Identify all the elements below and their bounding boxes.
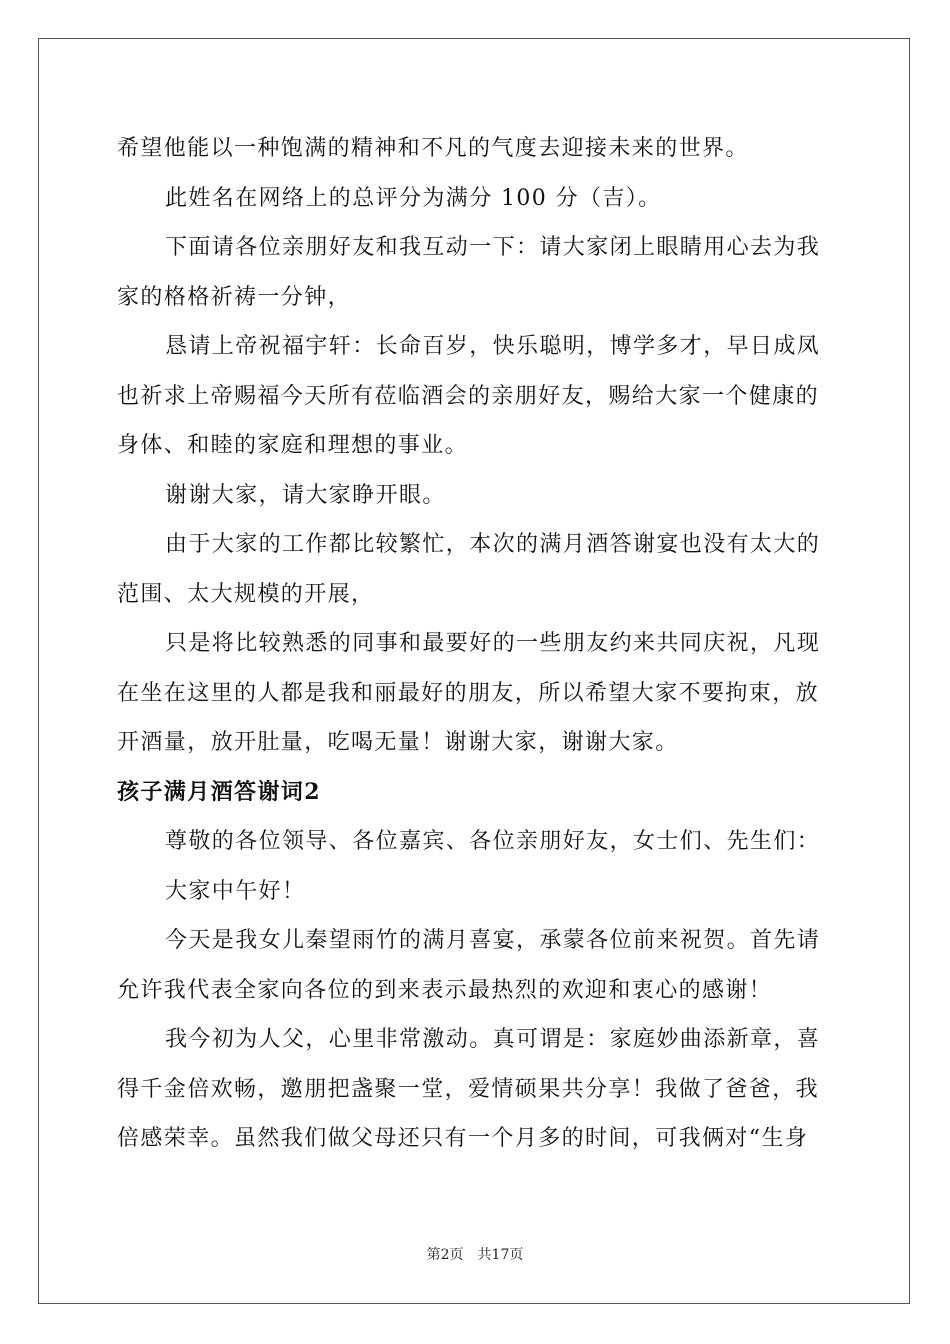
paragraph-line: 谢谢大家，请大家睁开眼。 <box>165 482 446 508</box>
section-heading: 孩子满月酒答谢词2 <box>117 778 321 805</box>
paragraph <box>117 619 837 768</box>
paragraph-line: 由于大家的工作都比较繁忙，本次的满月酒答谢宴也没有太大的 <box>165 532 821 557</box>
paragraph <box>117 471 837 521</box>
paragraph-line: 尊敬的各位领导、各位嘉宾、各位亲朋好友，女士们、先生们： <box>165 829 821 854</box>
paragraph-line: 今天是我女儿秦望雨竹的满月喜宴，承蒙各位前来祝贺。首先请 <box>165 928 821 953</box>
paragraph-line: 在坐在这里的人都是我和丽最好的朋友，所以希望大家不要拘束，放 <box>117 680 820 706</box>
paragraph-line: 家的格格祈祷一分钟， <box>117 284 352 310</box>
paragraph <box>117 867 837 917</box>
paragraph-line: 开酒量，放开肚量，吃喝无量！谢谢大家，谢谢大家。 <box>117 730 679 755</box>
paragraph <box>117 1015 837 1164</box>
page-footer <box>0 1245 950 1265</box>
paragraph-line: 恳请上帝祝福宇轩：长命百岁，快乐聪明，博学多才，早日成凤 <box>165 334 821 359</box>
page-number: 第2页 <box>426 1247 464 1263</box>
paragraph-line: 身体、和睦的家庭和理想的事业。 <box>117 433 469 458</box>
paragraph-line: 此姓名在网络上的总评分为满分 100 分（吉）。 <box>165 185 662 211</box>
paragraph <box>117 174 837 224</box>
paragraph-line: 希望他能以一种饱满的精神和不凡的气度去迎接未来的世界。 <box>117 136 749 161</box>
paragraph-line: 也祈求上帝赐福今天所有莅临酒会的亲朋好友，赐给大家一个健康的 <box>117 383 820 409</box>
paragraph <box>117 322 837 471</box>
paragraph-line: 我今初为人父，心里非常激动。真可谓是：家庭妙曲添新章，喜 <box>165 1027 821 1052</box>
paragraph <box>117 223 837 322</box>
paragraph <box>117 817 837 867</box>
paragraph <box>117 520 837 619</box>
paragraph-line: 允许我代表全家向各位的到来表示最热烈的欢迎和衷心的感谢！ <box>117 977 773 1003</box>
paragraph-line: 只是将比较熟悉的同事和最要好的一些朋友约来共同庆祝，凡现 <box>165 631 821 656</box>
document-body <box>117 124 837 1164</box>
paragraph-line: 大家中午好！ <box>165 878 306 904</box>
paragraph-line: 倍感荣幸。虽然我们做父母还只有一个月多的时间，可我俩对“生身 <box>117 1126 809 1151</box>
paragraph-line: 下面请各位亲朋好友和我互动一下：请大家闭上眼睛用心去为我 <box>165 235 821 260</box>
paragraph <box>117 124 837 174</box>
paragraph-line: 得千金倍欢畅，邀朋把盏聚一堂，爱情硕果共分享！我做了爸爸，我 <box>117 1076 820 1102</box>
page-total: 共17页 <box>477 1247 524 1263</box>
paragraph-line: 范围、太大规模的开展， <box>117 581 375 607</box>
paragraph <box>117 916 837 1015</box>
